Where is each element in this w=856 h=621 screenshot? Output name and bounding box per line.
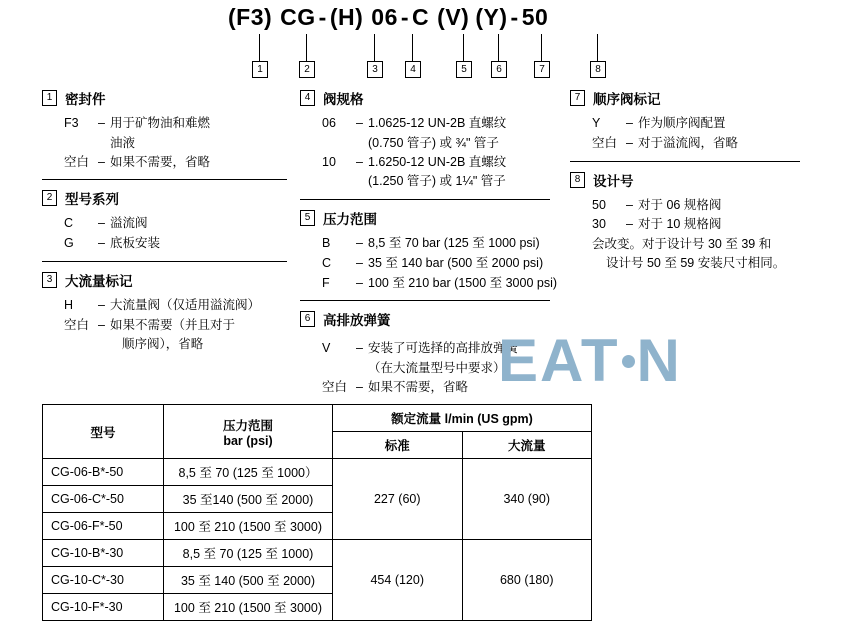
legend-value: 大流量阀（仅适用溢流阀） bbox=[110, 297, 261, 312]
legend-row bbox=[322, 153, 570, 172]
legend-key: 06 bbox=[322, 116, 336, 130]
leader-line-8 bbox=[597, 34, 598, 61]
legend-sep: – bbox=[626, 135, 633, 150]
block-title-3: 大流量标记 bbox=[65, 273, 133, 289]
code-segment-f3: (F3) bbox=[228, 4, 273, 30]
divider bbox=[570, 161, 800, 162]
legend-row bbox=[592, 114, 820, 133]
block-number-8: 8 bbox=[570, 172, 585, 188]
legend-value: 用于矿物油和难燃 bbox=[110, 116, 211, 130]
legend-value: 100 至 210 bar (1500 至 3000 psi) bbox=[368, 275, 558, 290]
table-cell-flow-high: 680 (180) bbox=[462, 540, 592, 621]
legend-row bbox=[322, 274, 570, 293]
legend-note-line-2: 设计号 50 至 59 安装尺寸相同。 bbox=[606, 255, 786, 270]
eaton-logo-text-left: EAT bbox=[498, 327, 620, 394]
legend-value: 对于 10 规格阀 bbox=[638, 217, 722, 232]
legend-row bbox=[64, 316, 302, 335]
legend-value: 如果不需要（并且对于 bbox=[110, 317, 236, 332]
legend-block-design-number bbox=[570, 170, 820, 273]
legend-sep: – bbox=[356, 255, 363, 270]
code-dash-1: - bbox=[318, 4, 327, 30]
legend-key: C bbox=[322, 255, 332, 270]
legend-sep: – bbox=[98, 154, 105, 169]
table-header-pressure-line1: 压力范围 bbox=[222, 418, 273, 433]
table-header-flow-high: 大流量 bbox=[462, 432, 592, 459]
code-dash-3: - bbox=[510, 4, 519, 30]
code-segment-06: 06 bbox=[371, 4, 398, 30]
code-segment-50: 50 bbox=[521, 4, 549, 30]
table-cell-model: CG-06-C*-50 bbox=[43, 486, 164, 513]
legend-sep: – bbox=[98, 116, 105, 130]
callout-box-2: 2 bbox=[299, 61, 315, 78]
legend-value: 对于溢流阀，省略 bbox=[638, 135, 739, 150]
table-cell-model: CG-06-F*-50 bbox=[43, 513, 164, 540]
callout-box-3: 3 bbox=[367, 61, 383, 78]
legend-sep: – bbox=[98, 297, 105, 312]
table-header-pressure bbox=[164, 405, 333, 459]
legend-key: Y bbox=[592, 116, 601, 130]
legend-sep: – bbox=[98, 317, 105, 332]
legend-sep: – bbox=[626, 197, 633, 212]
legend-row-continued: 油液 bbox=[110, 135, 136, 150]
block-title-7: 顺序阀标记 bbox=[593, 92, 661, 107]
table-cell-flow-standard: 454 (120) bbox=[333, 540, 463, 621]
block-number-4: 4 bbox=[300, 90, 315, 106]
legend-row bbox=[592, 196, 820, 215]
callout-box-7: 7 bbox=[534, 61, 550, 78]
legend-value: 35 至 140 bar (500 至 2000 psi) bbox=[368, 255, 544, 270]
legend-key: 10 bbox=[322, 154, 336, 169]
legend-key: V bbox=[322, 341, 331, 356]
code-segment-h: (H) bbox=[329, 4, 364, 30]
table-header-pressure-line2: bar (psi) bbox=[223, 433, 273, 448]
table-cell-pressure: 8,5 至 70 (125 至 1000) bbox=[164, 540, 333, 567]
leader-line-4 bbox=[412, 34, 413, 61]
callout-box-6: 6 bbox=[491, 61, 507, 78]
legend-row bbox=[322, 114, 570, 133]
legend-block-model-series bbox=[42, 188, 302, 253]
table-cell-pressure: 35 至 140 (500 至 2000) bbox=[164, 567, 333, 594]
legend-key: G bbox=[64, 236, 74, 250]
specification-table bbox=[42, 404, 592, 621]
legend-row bbox=[64, 153, 302, 172]
legend-key: 空白 bbox=[322, 379, 348, 394]
legend-value: 1.0625-12 UN-2B 直螺纹 bbox=[368, 116, 507, 130]
leader-line-5 bbox=[463, 34, 464, 61]
legend-column-3 bbox=[570, 88, 820, 279]
table-cell-pressure: 100 至 210 (1500 至 3000) bbox=[164, 594, 333, 621]
table-cell-model: CG-10-B*-30 bbox=[43, 540, 164, 567]
callout-box-1: 1 bbox=[252, 61, 268, 78]
leader-line-1 bbox=[259, 34, 260, 61]
leader-line-6 bbox=[498, 34, 499, 61]
legend-block-valve-size bbox=[300, 88, 570, 191]
legend-block-pressure-range bbox=[300, 208, 570, 292]
legend-value: 底板安装 bbox=[110, 236, 161, 250]
callout-box-5: 5 bbox=[456, 61, 472, 78]
leader-line-7 bbox=[541, 34, 542, 61]
legend-row bbox=[322, 254, 570, 273]
legend-sep: – bbox=[98, 236, 105, 250]
legend-value: 如果不需要，省略 bbox=[368, 379, 469, 394]
block-title-6: 高排放弹簧 bbox=[323, 313, 391, 329]
leader-line-3 bbox=[374, 34, 375, 61]
divider bbox=[42, 179, 287, 180]
legend-row-continued: （在大流量型号中要求） bbox=[368, 361, 506, 375]
block-number-6: 6 bbox=[300, 311, 315, 327]
table-row bbox=[43, 459, 592, 486]
table-cell-model: CG-10-F*-30 bbox=[43, 594, 164, 621]
legend-row-continued: 顺序阀），省略 bbox=[122, 337, 204, 352]
code-segment-y: (Y) bbox=[475, 4, 508, 30]
table-header-flow-standard: 标准 bbox=[333, 432, 463, 459]
block-title-4: 阀规格 bbox=[323, 92, 364, 107]
legend-sep: – bbox=[98, 216, 105, 231]
leader-line-2 bbox=[306, 34, 307, 61]
table-cell-pressure: 8,5 至 70 (125 至 1000） bbox=[164, 459, 333, 486]
legend-block-sequence-valve bbox=[570, 88, 820, 153]
legend-key: B bbox=[322, 236, 331, 250]
block-title-8: 设计号 bbox=[593, 173, 634, 189]
legend-sep: – bbox=[626, 116, 633, 130]
legend-value: 作为顺序阀配置 bbox=[638, 116, 726, 130]
legend-block-seals bbox=[42, 88, 302, 171]
legend-sep: – bbox=[626, 217, 633, 232]
legend-row-continued: (0.750 管子) 或 ¾" 管子 bbox=[368, 135, 499, 150]
divider bbox=[300, 199, 550, 200]
divider bbox=[42, 261, 287, 262]
legend-sep: – bbox=[356, 116, 363, 130]
legend-note-line-1: 会改变。对于设计号 30 至 39 和 bbox=[592, 237, 772, 251]
table-cell-flow-standard: 227 (60) bbox=[333, 459, 463, 540]
legend-sep: – bbox=[356, 154, 363, 169]
eaton-logo-dot bbox=[622, 355, 635, 368]
table-row bbox=[43, 540, 592, 567]
legend-sep: – bbox=[356, 275, 363, 290]
legend-column-1 bbox=[42, 88, 302, 360]
legend-value: 1.6250-12 UN-2B 直螺纹 bbox=[368, 154, 507, 169]
callout-box-8: 8 bbox=[590, 61, 606, 78]
block-number-7: 7 bbox=[570, 90, 585, 106]
code-segment-v: (V) bbox=[437, 4, 470, 30]
block-number-1: 1 bbox=[42, 90, 57, 106]
legend-row bbox=[322, 234, 570, 253]
legend-key: C bbox=[64, 216, 74, 231]
legend-key: H bbox=[64, 297, 74, 312]
legend-row bbox=[64, 296, 302, 315]
table-cell-model: CG-10-C*-30 bbox=[43, 567, 164, 594]
table-cell-model: CG-06-B*-50 bbox=[43, 459, 164, 486]
legend-value: 8,5 至 70 bar (125 至 1000 psi) bbox=[368, 236, 540, 250]
legend-value: 如果不需要，省略 bbox=[110, 154, 211, 169]
table-cell-pressure: 35 至140 (500 至 2000) bbox=[164, 486, 333, 513]
callout-box-4: 4 bbox=[405, 61, 421, 78]
legend-row bbox=[64, 234, 302, 253]
legend-value: 对于 06 规格阀 bbox=[638, 197, 722, 212]
table-header-row bbox=[43, 405, 592, 432]
legend-row-continued: (1.250 管子) 或 1¼" 管子 bbox=[368, 174, 506, 189]
legend-row bbox=[592, 215, 820, 234]
legend-key: F3 bbox=[64, 116, 79, 130]
table-cell-flow-high: 340 (90) bbox=[462, 459, 592, 540]
legend-sep: – bbox=[356, 236, 363, 250]
block-title-5: 压力范围 bbox=[323, 212, 377, 227]
eaton-logo-text-right: N bbox=[636, 327, 682, 394]
legend-sep: – bbox=[356, 379, 363, 394]
table-cell-pressure: 100 至 210 (1500 至 3000) bbox=[164, 513, 333, 540]
model-code-string bbox=[228, 4, 548, 31]
legend-key: 30 bbox=[592, 217, 606, 232]
block-number-5: 5 bbox=[300, 210, 315, 226]
legend-block-high-flow bbox=[42, 270, 302, 354]
legend-value: 安装了可选择的高排放弹簧 bbox=[368, 341, 519, 356]
table-header-flow: 额定流量 l/min (US gpm) bbox=[333, 405, 592, 432]
code-segment-c: C bbox=[412, 4, 430, 30]
divider bbox=[300, 300, 550, 301]
legend-key: 空白 bbox=[64, 154, 90, 169]
block-title-1: 密封件 bbox=[65, 92, 106, 107]
block-number-2: 2 bbox=[42, 190, 57, 206]
code-segment-cg: CG bbox=[280, 4, 316, 30]
table-header-model: 型号 bbox=[43, 405, 164, 459]
block-number-3: 3 bbox=[42, 272, 57, 288]
block-title-2: 型号系列 bbox=[65, 192, 119, 208]
legend-row bbox=[64, 214, 302, 233]
legend-key: 空白 bbox=[64, 317, 90, 332]
legend-key: 空白 bbox=[592, 135, 618, 150]
legend-value: 溢流阀 bbox=[110, 216, 148, 231]
eaton-logo bbox=[498, 326, 682, 395]
legend-row bbox=[592, 134, 820, 153]
legend-key: 50 bbox=[592, 197, 606, 212]
legend-key: F bbox=[322, 275, 330, 290]
legend-sep: – bbox=[356, 341, 363, 356]
code-dash-2: - bbox=[400, 4, 410, 30]
legend-row bbox=[64, 114, 302, 133]
model-code-header bbox=[0, 0, 856, 90]
